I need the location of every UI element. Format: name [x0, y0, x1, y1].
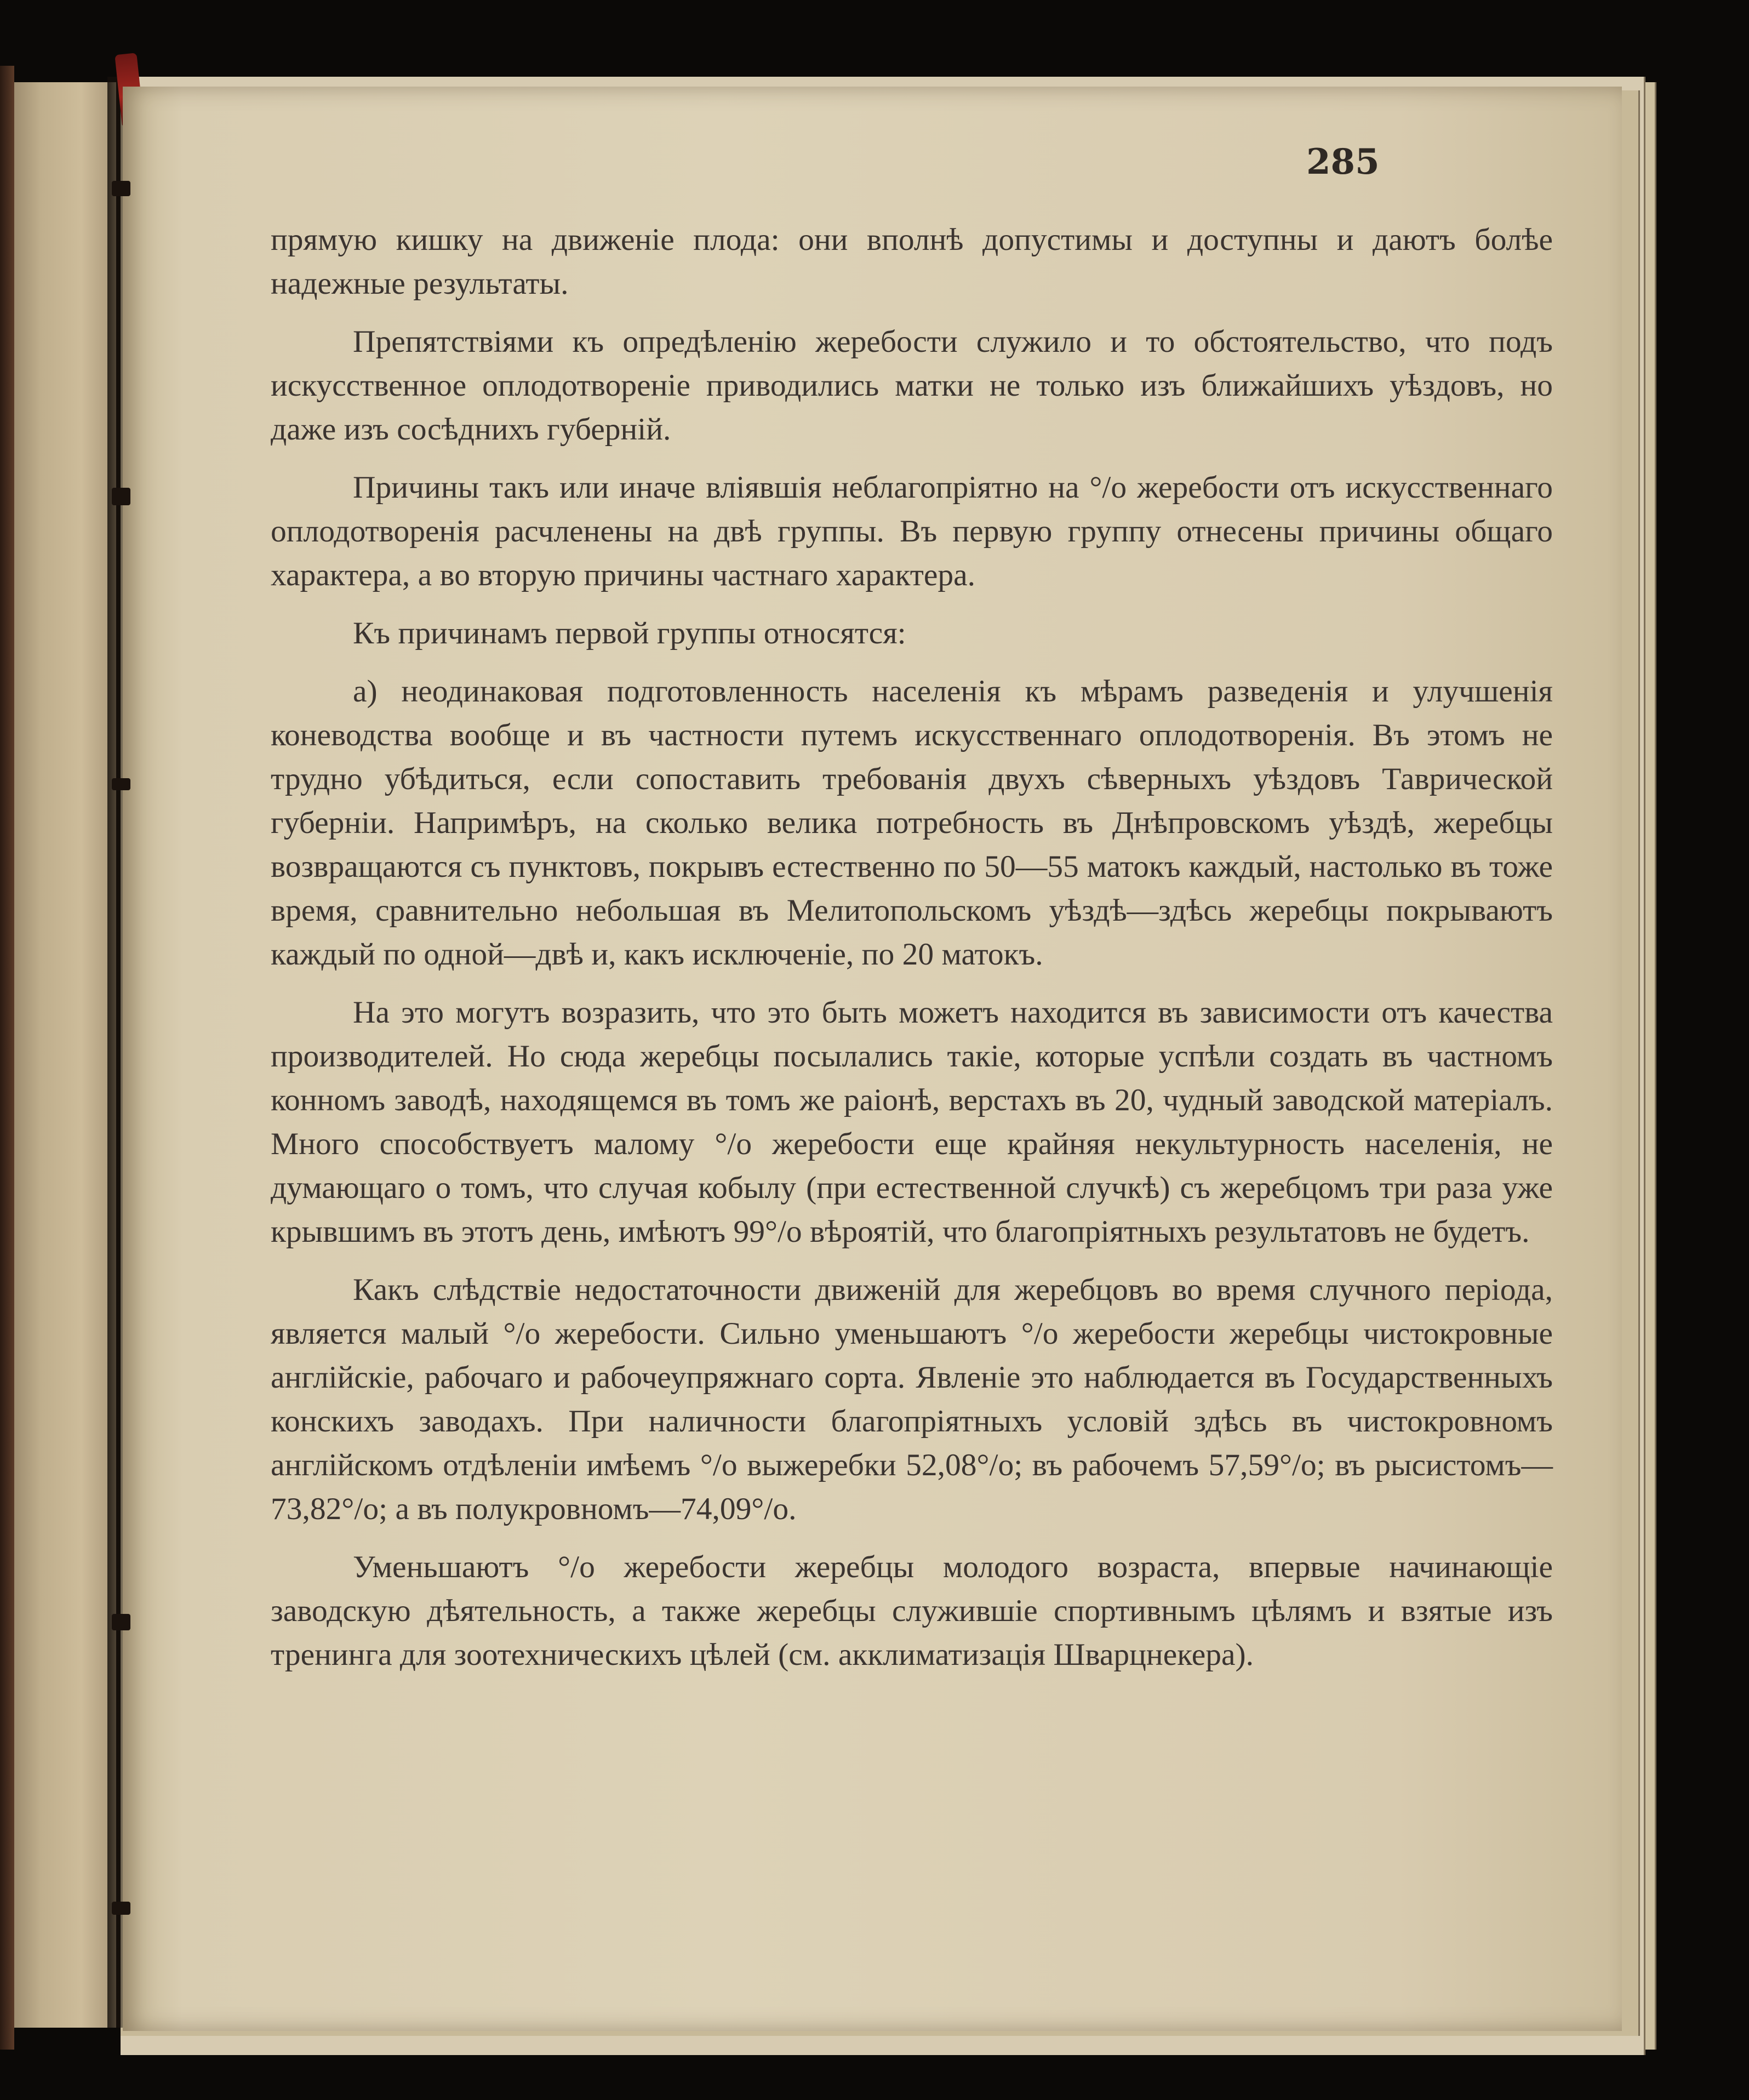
previous-page-edge: [0, 82, 116, 2028]
paragraph: а) неодинаковая подготовленность населенія къ мѣрамъ разведенія и улучшенія коневодства вообще и въ частности путемъ искусственнаго оплодотворенія. Въ этомъ не трудно убѣдиться, если сопоставить требованія двухъ сѣверныхъ уѣздовъ Таврической губерніи. Напримѣръ, на сколько велика потребность въ Днѣпровскомъ уѣздѣ, жеребцы возвращаются съ пунктовъ, покрывъ естественно по 50—55 матокъ каждый, настолько въ тоже время, сравнительно небольшая въ Мелитопольскомъ уѣздѣ—здѣсь жеребцы покрываютъ каждый по одной—двѣ и, какъ исключеніе, по 20 матокъ.: [271, 674, 1553, 972]
binding-stitch: [112, 1902, 130, 1915]
paragraph: На это могутъ возразить, что это быть можетъ находится въ зависимости отъ качества производителей. Но сюда жеребцы посылались такіе, которые успѣли создать въ частномъ конномъ заводѣ, находящемся въ томъ же раіонѣ, верстахъ въ 20, чудный заводской матеріалъ. Много способствуетъ малому °/o жеребости еще крайняя некультурность населенія, не думающаго о томъ, что случая кобылу (при естественной случкѣ) съ жеребцомъ три раза уже крывшимъ въ этотъ день, имѣютъ 99°/o вѣроятій, что благопріятныхъ результатовъ не будетъ.: [271, 995, 1553, 1249]
paragraph: Причины такъ или иначе вліявшія неблагопріятно на °/o жеребости отъ искусственнаго оплодотворенія расчленены на двѣ группы. Въ первую группу отнесены причины общаго характера, а во вторую причины частнаго характера.: [271, 470, 1553, 592]
binding-stitch: [112, 778, 130, 790]
binding-stitch: [112, 181, 130, 196]
paragraph: Препятствіями къ опредѣленію жеребости служило и то обстоятельство, что подъ искусственное оплодотвореніе приводились матки не только изъ ближайшихъ уѣздовъ, но даже изъ сосѣднихъ губерній.: [271, 324, 1553, 447]
page-number: 285: [1306, 141, 1380, 182]
paragraph: Уменьшаютъ °/o жеребости жеребцы молодого возраста, впервые начинающіе заводскую дѣятельность, а также жеребцы служившіе спортивнымъ цѣлямъ и взятые изъ тренинга для зоотехническихъ цѣлей (см. акклиматизація Шварцнекера).: [271, 1550, 1553, 1672]
paragraph: прямую кишку на движеніе плода: они вполнѣ допустимы и доступны и даютъ болѣе надежные результаты.: [271, 222, 1553, 301]
paragraph: Къ причинамъ первой группы относятся:: [353, 616, 906, 650]
paragraph: Какъ слѣдствіе недостаточности движеній для жеребцовъ во время случного періода, является малый °/o жеребости. Сильно уменьшаютъ °/o жеребости жеребцы чистокровные англійскіе, рабочаго и рабочеупряжнаго сорта. Явленіе это наблюдается въ Государственныхъ конскихъ заводахъ. При наличности благопріятныхъ условій здѣсь въ чистокровномъ англійскомъ отдѣленіи имѣемъ °/o выжеребки 52,08°/o; въ рабочемъ 57,59°/o; въ рысистомъ—73,82°/o; а въ полукровномъ—74,09°/o.: [271, 1272, 1553, 1526]
binding-stitch: [112, 1614, 130, 1630]
binding-stitch: [112, 488, 130, 505]
book-cover-edge: [0, 66, 14, 2050]
book-page: [123, 87, 1622, 2031]
body-text: [271, 218, 1553, 1691]
